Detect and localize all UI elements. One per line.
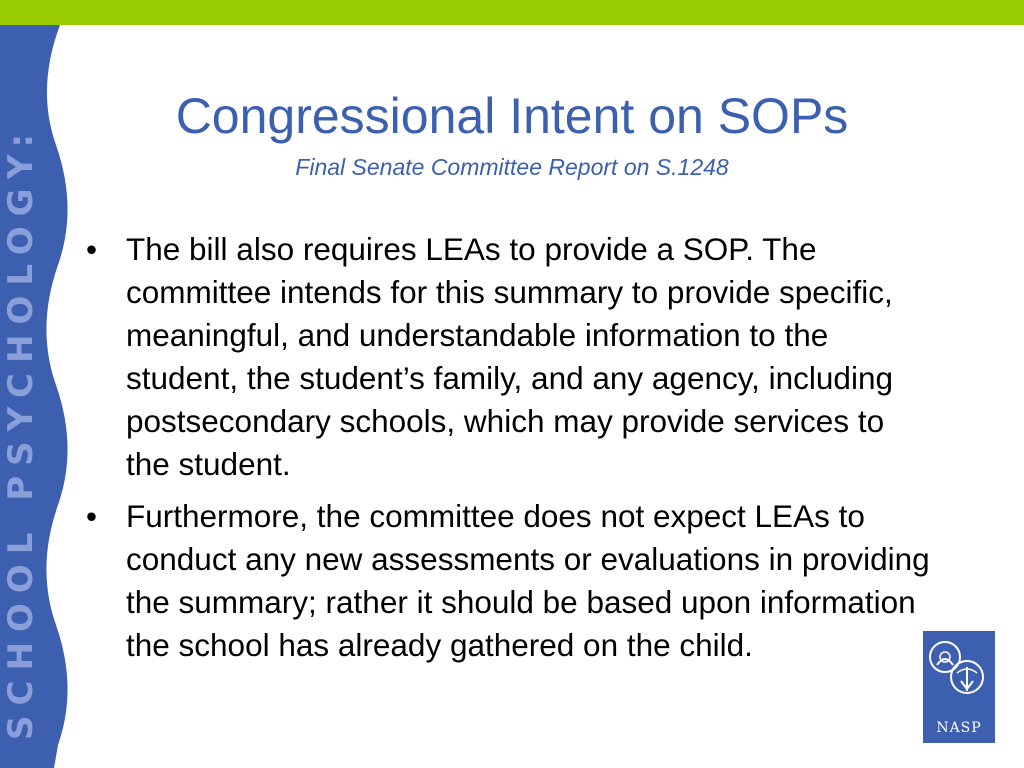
slide-subtitle: Final Senate Committee Report on S.1248 (295, 154, 729, 180)
bullet-item (82, 495, 932, 667)
nasp-emblem-icon (923, 631, 995, 711)
side-label: SCHOOL PSYCHOLOGY: (1, 123, 41, 740)
bullet-text: Furthermore, the committee does not expect LEAs to conduct any new assessments or evaluations in providing the summary; rather it should be based upon information the school has already gathered on the child. (126, 498, 930, 663)
top-accent-bar (0, 0, 1024, 25)
nasp-logo (923, 631, 995, 743)
bullet-item (82, 228, 932, 486)
bullet-text: The bill also requires LEAs to provide a SOP. The committee intends for this summary to provide specific, meaningful, and understandable information to the student, the student’s family, and any agency, including postsecondary schools, which may provide services to the student. (126, 231, 893, 482)
bullet-marker: • (86, 231, 98, 267)
slide-title: Congressional Intent on SOPs (175, 88, 849, 144)
bullet-list (82, 228, 932, 676)
bullet-marker: • (86, 498, 98, 534)
logo-label: NASP (936, 720, 982, 736)
